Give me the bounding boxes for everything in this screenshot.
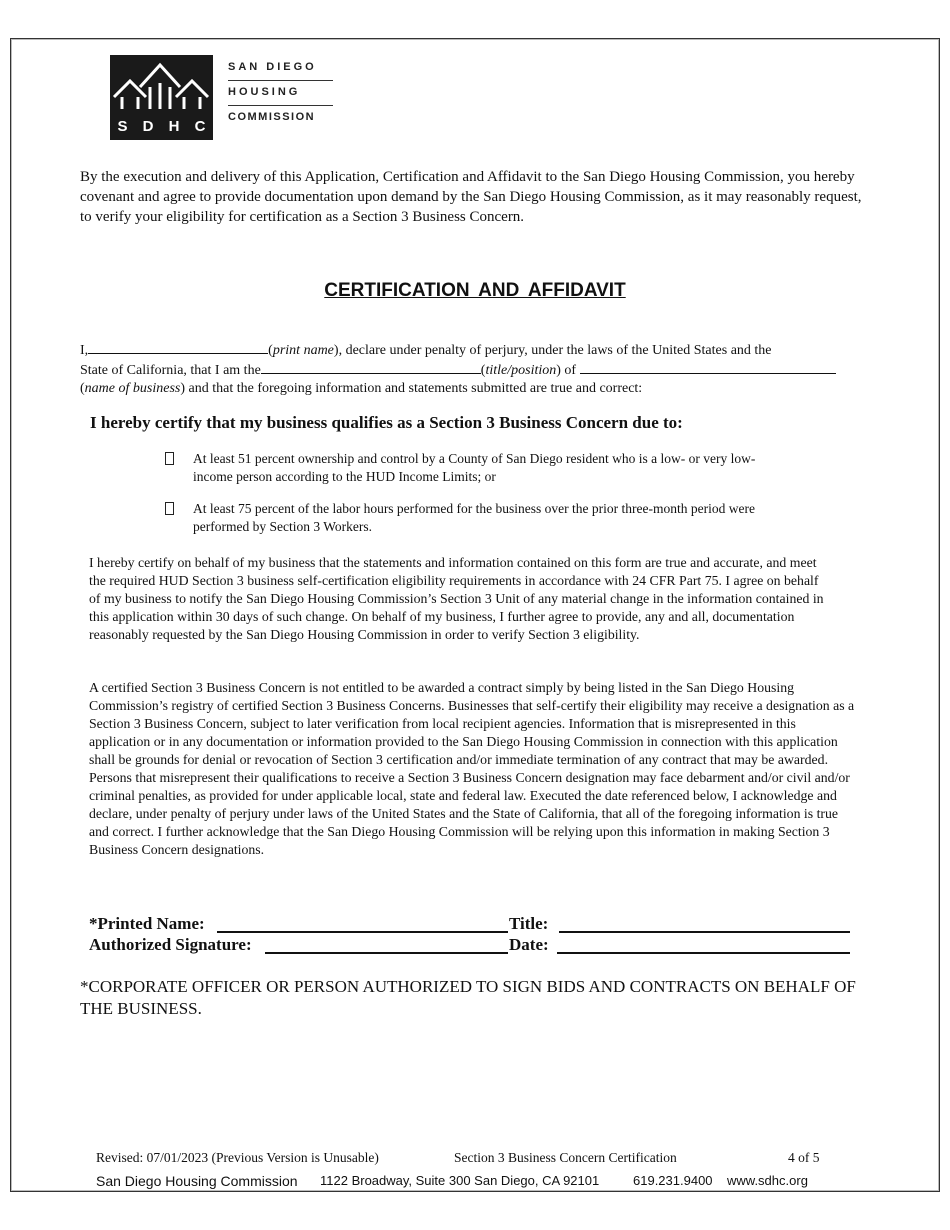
signature-field[interactable]	[265, 938, 508, 954]
signature-label: Authorized Signature:	[89, 935, 252, 954]
website-link[interactable]: www.sdhc.org	[727, 1173, 808, 1188]
title-label: Title:	[509, 914, 549, 933]
printed-name-row	[89, 914, 549, 934]
checkbox[interactable]	[165, 452, 174, 465]
date-field[interactable]	[557, 938, 850, 954]
declaration-text: I,	[80, 343, 89, 358]
logo-letter: D	[142, 118, 154, 135]
logo-letters	[110, 118, 213, 135]
org-name: San Diego Housing Commission	[96, 1173, 298, 1189]
certify-heading: I hereby certify that my business qualifies as a Section 3 Business Concern due to:	[90, 413, 683, 432]
title-field[interactable]	[559, 917, 850, 933]
legal-paragraph: A certified Section 3 Business Concern is not entitled to be awarded a contract simply by being listed in the San Diego Housing Commission’s registry of certified Section 3 Business Concerns. Businesses that self-certify their eligibility may receive a designation as a Section 3 Business Concern, subject to later verification from local recipient agencies. Information that is misrepresented in this application or in any documentation or information provided to the San Diego Housing Commission in connection with this application shall be grounds for denial or revocation of Section 3 certification and/or immediate termination of any contract that may be awarded. Persons that misrepresent their qualifications to receive a Section 3 Business Concern designation may face debarment and/or civil and/or criminal penalties, as provided for under applicable local, state and federal law. Executed the date referenced below, I acknowledge and declare, under penalty of perjury under laws of the United States and the State of California, that all of the foregoing information is true and correct. I further acknowledge that the San Diego Housing Commission will be relying upon this information in making Section 3 Business Concern designations.	[89, 680, 855, 857]
logo-letter: C	[194, 118, 206, 135]
certify-paragraph: I hereby certify on behalf of my business that the statements and information contained on this form are true and accurate, and meet the required HUD Section 3 business self-certification eligibility requirements in accordance with 24 CFR Part 75. I agree on behalf of my business to notify the San Diego Housing Commission’s Section 3 Unit of any material change in the information contained in this application within 30 days of such change. On behalf of my business, I further agree to provide, any and all, documentation reasonably requested by the San Diego Housing Commission in order to verify Section 3 eligibility.	[89, 555, 824, 642]
revision-date: Revised: 07/01/2023 (Previous Version is Unusable)	[96, 1150, 379, 1165]
business-name-blank[interactable]	[580, 360, 836, 374]
declaration-text: ) and that the foregoing information and statements submitted are true and correct:	[180, 381, 643, 396]
corporate-note: *CORPORATE OFFICER OR PERSON AUTHORIZED TO SIGN BIDS AND CONTRACTS ON BEHALF OF THE BUSINESS.	[80, 977, 856, 1018]
logo-word: COMMISSION	[228, 111, 316, 123]
declaration-text: ) of	[556, 363, 577, 378]
option-text: At least 51 percent ownership and control by a County of San Diego resident who is a low- or very low-income person according to the HUD Income Limits; or	[193, 451, 756, 484]
sdhc-logo	[110, 55, 340, 140]
printed-name-field[interactable]	[217, 917, 508, 933]
street-address: 1122 Broadway, Suite 300 San Diego, CA 92101	[320, 1173, 600, 1188]
logo-word: SAN DIEGO	[228, 60, 333, 81]
logo-letter: S	[117, 118, 128, 135]
logo-word: HOUSING	[228, 85, 333, 106]
page-title: CERTIFICATION AND AFFIDAVIT	[324, 280, 626, 301]
phone-number: 619.231.9400	[633, 1173, 713, 1188]
declaration-text: State of California, that I am the	[80, 363, 261, 378]
print-name-blank[interactable]	[88, 340, 268, 354]
title-position-hint: title/position	[485, 363, 557, 378]
signature-row	[89, 935, 549, 955]
print-name-hint: print name	[272, 343, 334, 358]
option-text: At least 75 percent of the labor hours performed for the business over the prior three-month period were performed by Section 3 Workers.	[193, 501, 755, 534]
checkbox[interactable]	[165, 502, 174, 515]
declaration-text: ), declare under penalty of perjury, under the laws of the United States and the	[333, 343, 772, 358]
option-ownership	[165, 450, 785, 486]
logo-letter: H	[168, 118, 180, 135]
logo-mark	[110, 55, 213, 140]
printed-name-label: *Printed Name:	[89, 914, 205, 933]
title-position-blank[interactable]	[261, 360, 481, 374]
business-name-hint: name of business	[84, 381, 181, 396]
intro-paragraph: By the execution and delivery of this Application, Certification and Affidavit to the San Diego Housing Commission, you hereby covenant and agree to provide documentation upon demand by the San Diego Housing Commission, as it may reasonably request, to verify your eligibility for certification as a Section 3 Business Concern.	[80, 169, 862, 225]
form-name: Section 3 Business Concern Certification	[454, 1150, 677, 1165]
houses-icon	[110, 57, 213, 117]
logo-wordmark	[228, 60, 333, 134]
option-labor-hours	[165, 500, 785, 536]
date-label: Date:	[509, 935, 549, 954]
declaration: I, (print name), declare under penalty of perjury, under the laws of the United States and the State of California, that I am the (title/position) of (name of business) and that the foregoing information and statements submitted are true and correct:	[80, 340, 880, 398]
page-number: 4 of 5	[788, 1150, 820, 1165]
